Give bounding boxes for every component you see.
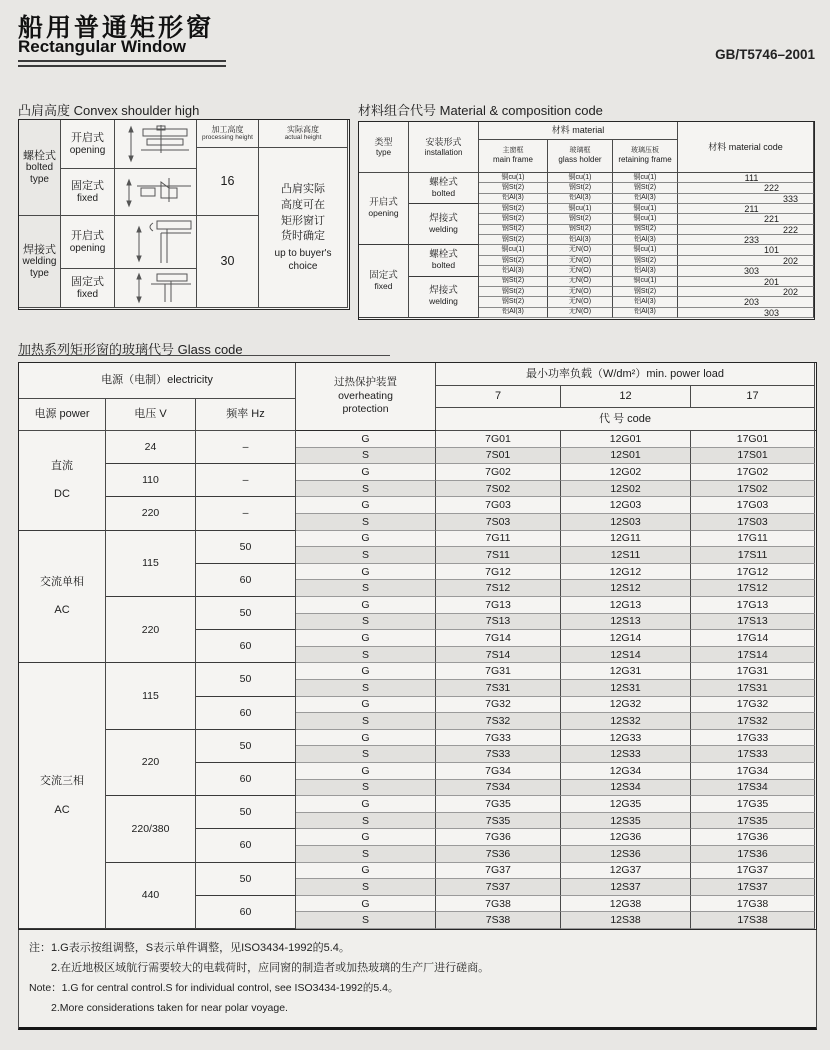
material-holder-cell: 铝Al(3) [548, 194, 613, 204]
glass-code-17-cell: 17S35 [691, 813, 815, 830]
glass-protection-cell: G [296, 829, 436, 846]
main-frame-en: main frame [492, 155, 533, 165]
material-main-cell: 钢St(2) [479, 256, 548, 266]
material-header-type [359, 122, 409, 173]
section-drawing-welding-opening [115, 216, 197, 269]
glass-code-12-cell: 12S34 [561, 780, 691, 797]
material-code-cell: 202 [678, 256, 814, 266]
glass-code-12-cell: 12G31 [561, 663, 691, 680]
glass-code-12-cell: 12G13 [561, 597, 691, 614]
glass-code-7-cell: 7S02 [436, 481, 561, 498]
glass-protection-cell: S [296, 514, 436, 531]
glass-protection-cell: S [296, 614, 436, 631]
glass-code-7-cell: 7S34 [436, 780, 561, 797]
window-section-drawing-icon [117, 123, 195, 165]
material-retaining-cell: 铜cu(1) [613, 173, 678, 183]
convex-type-welding [19, 216, 61, 308]
material-code-cell: 222 [678, 225, 814, 235]
convex-type-welding-en1: welding [22, 256, 57, 268]
material-code-cell: 222 [678, 183, 814, 193]
glass-code-12-cell: 12S01 [561, 448, 691, 465]
glass-protection-cell: S [296, 746, 436, 763]
actual-height-zh: 实际高度 [287, 125, 319, 135]
material-main-cell: 铜cu(1) [479, 245, 548, 255]
material-section-title: 材料组合代号 Material & composition code [358, 103, 603, 118]
glass-code-table [18, 362, 817, 930]
glass-protection-cell: S [296, 547, 436, 564]
glass-code-17-cell: 17G33 [691, 730, 815, 747]
glass-code-12-cell: 12S31 [561, 680, 691, 697]
install-zh: 开启式 [71, 131, 104, 144]
glass-header-min-load: 最小功率负载（W/dm²）min. power load [436, 363, 815, 386]
section-drawing-welding-fixed [115, 269, 197, 308]
glass-code-12-cell: 12G14 [561, 630, 691, 647]
material-retaining-cell: 铝Al(3) [613, 297, 678, 307]
material-holder-cell: 无N(O) [548, 256, 613, 266]
material-install-group: 焊接式 welding [409, 277, 479, 318]
glass-header-right [436, 363, 816, 430]
glass-code-17-cell: 17G13 [691, 597, 815, 614]
glass-code-7-cell: 7G33 [436, 730, 561, 747]
material-retaining-cell: 钢St(2) [613, 225, 678, 235]
glass-voltage-group: 220 [106, 730, 196, 796]
glass-power-group: 交流单相 AC [19, 531, 106, 664]
material-main-cell: 钢St(2) [479, 277, 548, 287]
glass-power-group: 交流三相 AC [19, 663, 106, 929]
glass-code-17-cell: 17S13 [691, 614, 815, 631]
glass-protection-cell: G [296, 796, 436, 813]
glass-code-7-cell: 7S37 [436, 879, 561, 896]
glass-code-17-cell: 17G12 [691, 564, 815, 581]
glass-header-electricity: 电源（电制）electricity [19, 363, 296, 399]
material-composition-table [358, 121, 815, 320]
glass-code-17-cell: 17S33 [691, 746, 815, 763]
glass-header-protection [296, 363, 436, 430]
glass-code-17-cell: 17S11 [691, 547, 815, 564]
processing-height-zh: 加工高度 [211, 125, 244, 135]
glass-header-load-17: 17 [691, 386, 815, 408]
glass-code-12-cell: 12G36 [561, 829, 691, 846]
glass-code-7-cell: 7G34 [436, 763, 561, 780]
glass-code-17-cell: 17G38 [691, 896, 815, 913]
title-double-rule [18, 60, 226, 67]
glass-code-7-cell: 7S36 [436, 846, 561, 863]
glass-protection-cell: G [296, 763, 436, 780]
glass-protection-cell: S [296, 647, 436, 664]
note-en-1: Note：1.G for central control.S for individual control, see ISO3434-1992的5.4。 [29, 982, 399, 994]
glass-frequency-group: – [196, 464, 296, 497]
processing-height-header [197, 120, 259, 148]
glass-code-7-cell: 7S38 [436, 912, 561, 929]
glass-frequency-group: 50 [196, 597, 296, 630]
protection-zh: 过热保护装置 [334, 376, 397, 389]
glass-header-voltage: 电压 V [106, 399, 196, 431]
glass-code-7-cell: 7G35 [436, 796, 561, 813]
glass-protection-cell: G [296, 531, 436, 548]
install-en: opening [69, 144, 106, 156]
glass-frequency-group: 50 [196, 663, 296, 696]
glass-code-12-cell: 12S11 [561, 547, 691, 564]
material-header-material-group: 材料 material [479, 122, 678, 140]
glass-code-12-cell: 12G34 [561, 763, 691, 780]
glass-code-12-cell: 12G37 [561, 863, 691, 880]
material-holder-cell: 无N(O) [548, 277, 613, 287]
glass-code-17-cell: 17S14 [691, 647, 815, 664]
glass-code-17-cell: 17G34 [691, 763, 815, 780]
glass-frequency-group: 50 [196, 796, 296, 829]
glass-table-header [19, 363, 816, 431]
material-code-cell: 303 [678, 266, 814, 276]
material-holder-cell: 无N(O) [548, 245, 613, 255]
material-retaining-cell: 钢St(2) [613, 256, 678, 266]
glass-protection-cell: G [296, 497, 436, 514]
glass-code-17-cell: 17S32 [691, 713, 815, 730]
material-main-cell: 钢St(2) [479, 225, 548, 235]
material-main-cell: 钢St(2) [479, 235, 548, 245]
note-zh-2: 2.在近地极区域航行需要较大的电载荷时，应同窗的制造者或加热玻璃的生产厂进行磋商。 [51, 962, 490, 974]
material-header-code: 材料 material code [678, 122, 814, 173]
glass-code-7-cell: 7S11 [436, 547, 561, 564]
glass-code-7-cell: 7S33 [436, 746, 561, 763]
glass-code-7-cell: 7S35 [436, 813, 561, 830]
material-table-body [359, 173, 814, 318]
material-code-cell: 203 [678, 297, 814, 307]
installation-zh: 安装形式 [425, 137, 462, 148]
glass-protection-cell: G [296, 464, 436, 481]
notes-block [18, 930, 817, 1030]
material-main-cell: 铜cu(1) [479, 173, 548, 183]
convex-install-opening-2 [61, 216, 115, 269]
glass-code-17-cell: 17S02 [691, 481, 815, 498]
glass-code-17-cell: 17G32 [691, 697, 815, 714]
convex-install-opening-1 [61, 120, 115, 169]
note-zh-1: 注：1.G表示按组调整，S表示单件调整，见ISO3434-1992的5.4。 [29, 942, 350, 954]
material-retaining-cell: 铝Al(3) [613, 308, 678, 318]
glass-section-title: 加热系列矩形窗的玻璃代号 Glass code [18, 342, 243, 357]
material-code-cell: 111 [678, 173, 814, 183]
glass-code-7-cell: 7G37 [436, 863, 561, 880]
actual-height-header [259, 120, 348, 148]
install-zh: 固定式 [71, 275, 104, 288]
glass-header-load-12: 12 [561, 386, 691, 408]
glass-code-17-cell: 17G11 [691, 531, 815, 548]
glass-frequency-group: 50 [196, 730, 296, 763]
glass-code-17-cell: 17S31 [691, 680, 815, 697]
glass-frequency-group: 60 [196, 630, 296, 663]
convex-type-welding-zh: 焊接式 [23, 243, 56, 256]
glass-frequency-group: 60 [196, 564, 296, 597]
glass-protection-cell: G [296, 663, 436, 680]
glass-code-17-cell: 17S34 [691, 780, 815, 797]
glass-code-12-cell: 12S35 [561, 813, 691, 830]
glass-frequency-group: – [196, 497, 296, 530]
glass-code-12-cell: 12G02 [561, 464, 691, 481]
glass-voltage-group: 220 [106, 497, 196, 530]
glass-holder-en: glass holder [558, 155, 602, 165]
glass-protection-cell: S [296, 813, 436, 830]
glass-protection-cell: G [296, 630, 436, 647]
section-drawing-bolted-opening [115, 120, 197, 169]
glass-code-12-cell: 12G35 [561, 796, 691, 813]
material-header-main-frame [479, 140, 548, 173]
glass-frequency-group: 60 [196, 697, 296, 730]
material-main-cell: 钢St(2) [479, 297, 548, 307]
material-holder-cell: 钢St(2) [548, 214, 613, 224]
actual-height-note-zh: 凸肩实际高度可在矩形窗订货时确定 [281, 182, 325, 243]
glass-code-7-cell: 7G12 [436, 564, 561, 581]
glass-code-17-cell: 17G14 [691, 630, 815, 647]
material-holder-cell: 无N(O) [548, 266, 613, 276]
glass-code-12-cell: 12S14 [561, 647, 691, 664]
material-retaining-cell: 铜cu(1) [613, 204, 678, 214]
material-retaining-cell: 铜cu(1) [613, 277, 678, 287]
glass-code-12-cell: 12G32 [561, 697, 691, 714]
glass-code-7-cell: 7S14 [436, 647, 561, 664]
window-section-drawing-icon [117, 217, 195, 267]
material-retaining-cell: 钢St(2) [613, 287, 678, 297]
material-header-installation [409, 122, 479, 173]
processing-height-bolted-value: 16 [197, 148, 259, 216]
material-type-group: 固定式 fixed [359, 245, 409, 318]
glass-code-12-cell: 12S33 [561, 746, 691, 763]
glass-code-17-cell: 17G35 [691, 796, 815, 813]
glass-code-17-cell: 17S36 [691, 846, 815, 863]
material-code-cell: 303 [678, 308, 814, 318]
actual-height-note [259, 148, 348, 308]
standard-code: GB/T5746–2001 [715, 47, 815, 62]
glass-code-12-cell: 12G03 [561, 497, 691, 514]
material-header-glass-holder [548, 140, 613, 173]
install-en: fixed [76, 192, 99, 204]
glass-header-load-7: 7 [436, 386, 561, 408]
glass-header-power: 电源 power [19, 399, 106, 431]
material-main-cell: 铝Al(3) [479, 194, 548, 204]
glass-protection-cell: G [296, 730, 436, 747]
actual-height-note-en: up to buyer's choice [274, 248, 332, 273]
material-code-cell: 202 [678, 287, 814, 297]
processing-height-welding-value: 30 [197, 216, 259, 308]
glass-code-12-cell: 12G11 [561, 531, 691, 548]
material-main-cell: 钢St(2) [479, 204, 548, 214]
glass-protection-cell: G [296, 896, 436, 913]
glass-protection-cell: G [296, 697, 436, 714]
material-retaining-cell: 铝Al(3) [613, 235, 678, 245]
material-code-cell: 333 [678, 194, 814, 204]
material-main-cell: 铝Al(3) [479, 308, 548, 318]
glass-code-17-cell: 17G37 [691, 863, 815, 880]
glass-holder-zh: 玻璃框 [569, 147, 591, 154]
glass-code-12-cell: 12G38 [561, 896, 691, 913]
glass-code-7-cell: 7G32 [436, 697, 561, 714]
install-en: opening [69, 242, 106, 254]
material-holder-cell: 铜cu(1) [548, 173, 613, 183]
glass-code-12-cell: 12S03 [561, 514, 691, 531]
material-retaining-cell: 铜cu(1) [613, 245, 678, 255]
page-title-en: Rectangular Window [18, 37, 186, 56]
glass-code-17-cell: 17S01 [691, 448, 815, 465]
material-table-header [359, 122, 814, 173]
glass-code-7-cell: 7G13 [436, 597, 561, 614]
convex-section-title: 凸肩高度 Convex shoulder high [18, 103, 200, 118]
material-retaining-cell: 铝Al(3) [613, 194, 678, 204]
glass-code-12-cell: 12S38 [561, 912, 691, 929]
window-section-drawing-icon [117, 270, 195, 306]
glass-code-7-cell: 7G38 [436, 896, 561, 913]
glass-frequency-group: 50 [196, 531, 296, 564]
material-header-retaining-frame [613, 140, 678, 173]
glass-code-17-cell: 17S12 [691, 580, 815, 597]
glass-code-7-cell: 7S01 [436, 448, 561, 465]
glass-code-7-cell: 7G14 [436, 630, 561, 647]
glass-protection-cell: G [296, 597, 436, 614]
glass-frequency-group: 60 [196, 896, 296, 929]
material-code-cell: 201 [678, 277, 814, 287]
material-retaining-cell: 铝Al(3) [613, 266, 678, 276]
convex-shoulder-table [18, 119, 350, 310]
material-retaining-cell: 钢St(2) [613, 183, 678, 193]
protection-en: overheating protection [338, 389, 393, 416]
material-main-cell: 钢St(2) [479, 183, 548, 193]
material-retaining-cell: 铜cu(1) [613, 214, 678, 224]
glass-code-7-cell: 7S32 [436, 713, 561, 730]
install-zh: 固定式 [71, 179, 104, 192]
glass-code-12-cell: 12G33 [561, 730, 691, 747]
material-holder-cell: 无N(O) [548, 287, 613, 297]
glass-code-12-cell: 12S02 [561, 481, 691, 498]
retaining-frame-zh: 玻璃压板 [631, 147, 659, 154]
glass-code-7-cell: 7G36 [436, 829, 561, 846]
glass-code-17-cell: 17G03 [691, 497, 815, 514]
install-zh: 开启式 [71, 229, 104, 242]
glass-code-12-cell: 12G12 [561, 564, 691, 581]
glass-code-7-cell: 7S12 [436, 580, 561, 597]
material-holder-cell: 钢St(2) [548, 183, 613, 193]
install-en: fixed [76, 288, 99, 300]
glass-code-7-cell: 7S13 [436, 614, 561, 631]
glass-code-12-cell: 12S12 [561, 580, 691, 597]
installation-en: installation [424, 147, 463, 157]
glass-title-underline [18, 355, 390, 356]
page-title-zh: 船用普通矩形窗 [18, 14, 215, 42]
glass-table-body [19, 431, 816, 929]
convex-type-welding-en2: type [30, 267, 49, 279]
glass-power-group: 直流 DC [19, 431, 106, 531]
glass-code-17-cell: 17S38 [691, 912, 815, 929]
glass-frequency-group: 50 [196, 863, 296, 896]
glass-protection-cell: S [296, 912, 436, 929]
glass-protection-cell: S [296, 680, 436, 697]
glass-code-12-cell: 12S32 [561, 713, 691, 730]
glass-code-17-cell: 17G02 [691, 464, 815, 481]
glass-protection-cell: S [296, 780, 436, 797]
material-code-cell: 101 [678, 245, 814, 255]
convex-type-bolted-en2: type [30, 173, 49, 185]
glass-code-12-cell: 12S37 [561, 879, 691, 896]
material-install-group: 螺栓式 bolted [409, 245, 479, 276]
glass-protection-cell: G [296, 863, 436, 880]
material-main-cell: 钢St(2) [479, 214, 548, 224]
glass-code-17-cell: 17G36 [691, 829, 815, 846]
glass-code-7-cell: 7G01 [436, 431, 561, 448]
glass-voltage-group: 24 [106, 431, 196, 464]
material-main-cell: 铝Al(3) [479, 266, 548, 276]
glass-code-12-cell: 12S13 [561, 614, 691, 631]
glass-voltage-group: 220 [106, 597, 196, 663]
material-install-group: 螺栓式 bolted [409, 173, 479, 204]
material-code-cell: 221 [678, 214, 814, 224]
glass-header-code: 代 号 code [436, 408, 815, 431]
glass-protection-cell: S [296, 879, 436, 896]
type-en: type [375, 147, 392, 157]
glass-code-17-cell: 17S37 [691, 879, 815, 896]
material-main-cell: 钢St(2) [479, 287, 548, 297]
convex-install-fixed-2 [61, 269, 115, 308]
glass-code-7-cell: 7S31 [436, 680, 561, 697]
glass-code-7-cell: 7G03 [436, 497, 561, 514]
actual-height-en: actual height [284, 134, 322, 142]
material-holder-cell: 铝Al(3) [548, 235, 613, 245]
material-install-group: 焊接式 welding [409, 204, 479, 245]
section-drawing-bolted-fixed [115, 169, 197, 216]
glass-code-7-cell: 7G31 [436, 663, 561, 680]
convex-install-fixed-1 [61, 169, 115, 216]
glass-code-17-cell: 17G01 [691, 431, 815, 448]
glass-voltage-group: 115 [106, 531, 196, 597]
glass-header-left [19, 363, 296, 430]
glass-voltage-group: 110 [106, 464, 196, 497]
glass-protection-cell: S [296, 846, 436, 863]
processing-height-en: processing height [202, 134, 253, 142]
glass-frequency-group: 60 [196, 763, 296, 796]
note-en-2: 2.More considerations taken for near polar voyage. [51, 1002, 288, 1014]
window-section-drawing-icon [117, 172, 195, 212]
glass-protection-cell: S [296, 713, 436, 730]
material-holder-cell: 无N(O) [548, 308, 613, 318]
glass-code-17-cell: 17G31 [691, 663, 815, 680]
glass-protection-cell: S [296, 580, 436, 597]
glass-voltage-group: 440 [106, 863, 196, 929]
glass-code-7-cell: 7G11 [436, 531, 561, 548]
glass-protection-cell: G [296, 431, 436, 448]
glass-voltage-group: 115 [106, 663, 196, 729]
material-code-cell: 211 [678, 204, 814, 214]
material-holder-cell: 无N(O) [548, 297, 613, 307]
glass-header-frequency: 频率 Hz [196, 399, 296, 431]
material-holder-cell: 铜cu(1) [548, 204, 613, 214]
glass-code-7-cell: 7S03 [436, 514, 561, 531]
glass-code-12-cell: 12S36 [561, 846, 691, 863]
material-holder-cell: 钢St(2) [548, 225, 613, 235]
glass-protection-cell: S [296, 481, 436, 498]
convex-type-bolted [19, 120, 61, 216]
type-zh: 类型 [374, 137, 393, 148]
main-frame-zh: 主窗框 [502, 147, 524, 154]
convex-type-bolted-zh: 螺栓式 [23, 149, 56, 162]
glass-protection-cell: S [296, 448, 436, 465]
convex-type-bolted-en1: bolted [25, 162, 54, 174]
material-type-group: 开启式 opening [359, 173, 409, 245]
glass-code-12-cell: 12G01 [561, 431, 691, 448]
glass-voltage-group: 220/380 [106, 796, 196, 862]
retaining-frame-en: retaining frame [618, 155, 672, 165]
material-code-cell: 233 [678, 235, 814, 245]
glass-code-17-cell: 17S03 [691, 514, 815, 531]
glass-frequency-group: – [196, 431, 296, 464]
glass-protection-cell: G [296, 564, 436, 581]
glass-code-7-cell: 7G02 [436, 464, 561, 481]
glass-frequency-group: 60 [196, 829, 296, 862]
